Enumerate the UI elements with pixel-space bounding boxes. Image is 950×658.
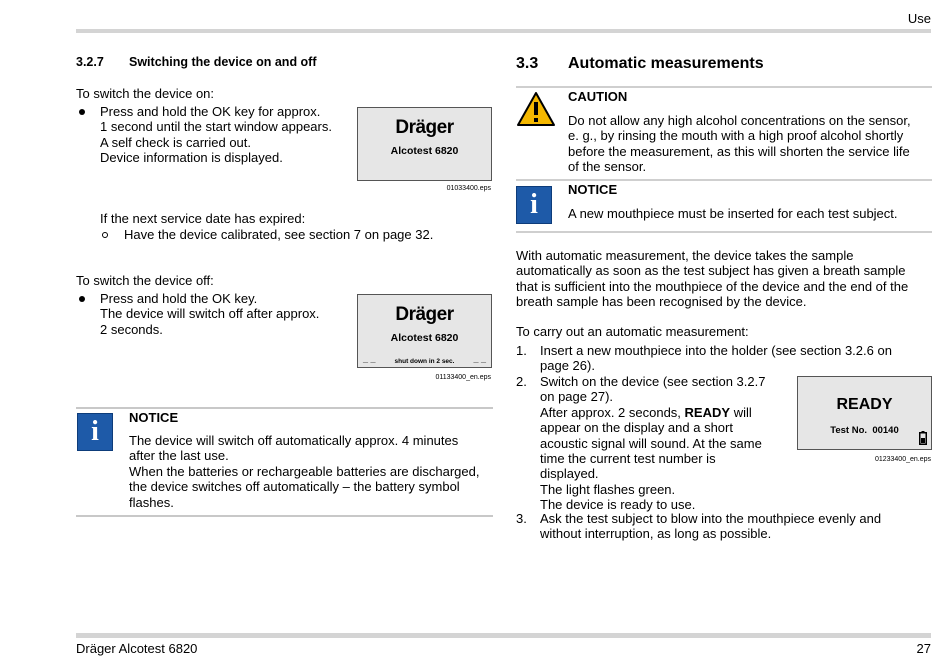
figure-ready-window [797, 376, 932, 450]
text-line: appear on the display and a short [540, 420, 733, 436]
notice-bottom-rule [76, 515, 493, 517]
ready-status: READY [836, 396, 893, 413]
text-line [540, 405, 777, 420]
notice-bottom-rule [516, 231, 932, 233]
text-line: Do not allow any high alcohol concentrations on the sensor, [568, 113, 911, 128]
warning-icon [516, 91, 556, 127]
figure-caption: 01233400_en.eps [874, 456, 931, 463]
text-line: When the batteries or rechargeable batteries are discharged, [129, 463, 480, 479]
text-line: 2 seconds. [100, 321, 163, 337]
figure-shutdown-window [357, 294, 492, 368]
header-rule [76, 29, 931, 33]
switch-on-instructions [100, 104, 340, 166]
bullet-icon [79, 296, 85, 302]
notice-text [129, 433, 493, 510]
drager-logo: Dräger [395, 304, 454, 325]
notice-top-rule [76, 407, 493, 409]
text-line: The light flashes green. [540, 481, 676, 497]
switch-on-intro: To switch the device on: [76, 86, 215, 101]
text-line: time the current test number is [540, 451, 716, 467]
caution-title: CAUTION [568, 89, 628, 104]
figure-caption: 01033400.eps [446, 185, 491, 192]
text-line: Ask the test subject to blow into the mouthpiece evenly and [540, 511, 882, 526]
circle-bullet-icon [102, 232, 108, 238]
drager-logo: Dräger [395, 117, 454, 138]
step-number: 3. [516, 511, 527, 526]
battery-icon [919, 431, 927, 445]
text-line: With automatic measurement, the device takes the sample [516, 248, 854, 263]
text-line: e. g., by rinsing the mouth with a high proof alcohol shortly [568, 128, 904, 144]
page-number: 27 [916, 641, 931, 656]
step-2-text [540, 374, 777, 513]
text-line: Press and hold the OK key for approx. [100, 104, 321, 119]
text-line: breath sample has been recognised by the device. [516, 294, 807, 310]
device-model-label: Alcotest 6820 [390, 332, 459, 344]
step-1-text [540, 343, 932, 374]
text-line: of the sensor. [568, 159, 647, 175]
text-line: automatically as soon as the test subject has given a breath sample [516, 263, 906, 279]
notice-title: NOTICE [129, 410, 179, 425]
ready-keyword: READY [684, 404, 731, 420]
header-section: Use [907, 11, 931, 26]
footer-product: Dräger Alcotest 6820 [76, 641, 198, 656]
section-number-3-3: 3.3 [516, 55, 539, 72]
switch-off-instructions [100, 291, 346, 337]
text-line: Insert a new mouthpiece into the holder (see section 3.2.6 on [540, 343, 892, 358]
text-line: The device will switch off after approx. [100, 306, 320, 322]
text-line: 1 second until the start window appears. [100, 119, 332, 135]
text-line: without interruption, as long as possible. [540, 526, 772, 542]
figure-start-window [357, 107, 492, 181]
info-icon: i [516, 186, 552, 224]
text-line: displayed. [540, 466, 599, 482]
text-line: Device information is displayed. [100, 150, 283, 166]
text-line: Switch on the device (see section 3.2.7 [540, 374, 766, 389]
service-instruction: Have the device calibrated, see section 7 on page 32. [124, 227, 434, 242]
figure-caption: 01133400_en.eps [435, 374, 491, 381]
shutdown-status: shut down in 2 sec. [394, 358, 455, 365]
text-line: Press and hold the OK key. [100, 291, 258, 306]
service-intro: If the next service date has expired: [100, 211, 306, 226]
section-title-switching: Switching the device on and off [129, 55, 317, 69]
text-line: A self check is carried out. [100, 134, 252, 150]
step-number: 2. [516, 374, 527, 389]
test-number-label: Test No. 00140 [830, 425, 899, 436]
text-line: the device switches off automatically – the battery symbol [129, 479, 460, 495]
section-number-3-2-7: 3.2.7 [76, 55, 104, 69]
text-line: flashes. [129, 494, 174, 510]
switch-off-intro: To switch the device off: [76, 273, 214, 288]
text-line: The device is ready to use. [540, 497, 696, 513]
text-line: that is sufficient into the mouthpiece of the device and the end of the [516, 278, 909, 294]
step-3-text [540, 511, 932, 542]
softkey-left-marks: _ _ [363, 354, 376, 364]
step-number: 1. [516, 343, 527, 358]
text-span: will [733, 404, 752, 420]
text-line: on page 27). [540, 389, 614, 405]
footer-rule [76, 633, 931, 638]
notice-text: A new mouthpiece must be inserted for each test subject. [568, 206, 898, 221]
text-line: before the measurement, as this will shorten the service life [568, 143, 910, 159]
bullet-icon [79, 109, 85, 115]
caution-top-rule [516, 86, 932, 88]
caution-text [568, 113, 932, 175]
device-model-label: Alcotest 6820 [390, 145, 459, 157]
section-title-automatic: Automatic measurements [568, 55, 764, 72]
text-line: page 26). [540, 358, 595, 374]
text-line: after the last use. [129, 448, 229, 464]
steps-intro: To carry out an automatic measurement: [516, 324, 749, 339]
text-line: The device will switch off automatically approx. 4 minutes [129, 433, 459, 448]
automatic-measurement-paragraph [516, 248, 932, 310]
text-line: acoustic signal will sound. At the same [540, 435, 762, 451]
notice-title: NOTICE [568, 182, 618, 197]
info-icon: i [77, 413, 113, 451]
text-span: After approx. 2 seconds, [540, 404, 681, 420]
softkey-right-marks: _ _ [473, 354, 486, 364]
notice-divider [516, 179, 932, 181]
